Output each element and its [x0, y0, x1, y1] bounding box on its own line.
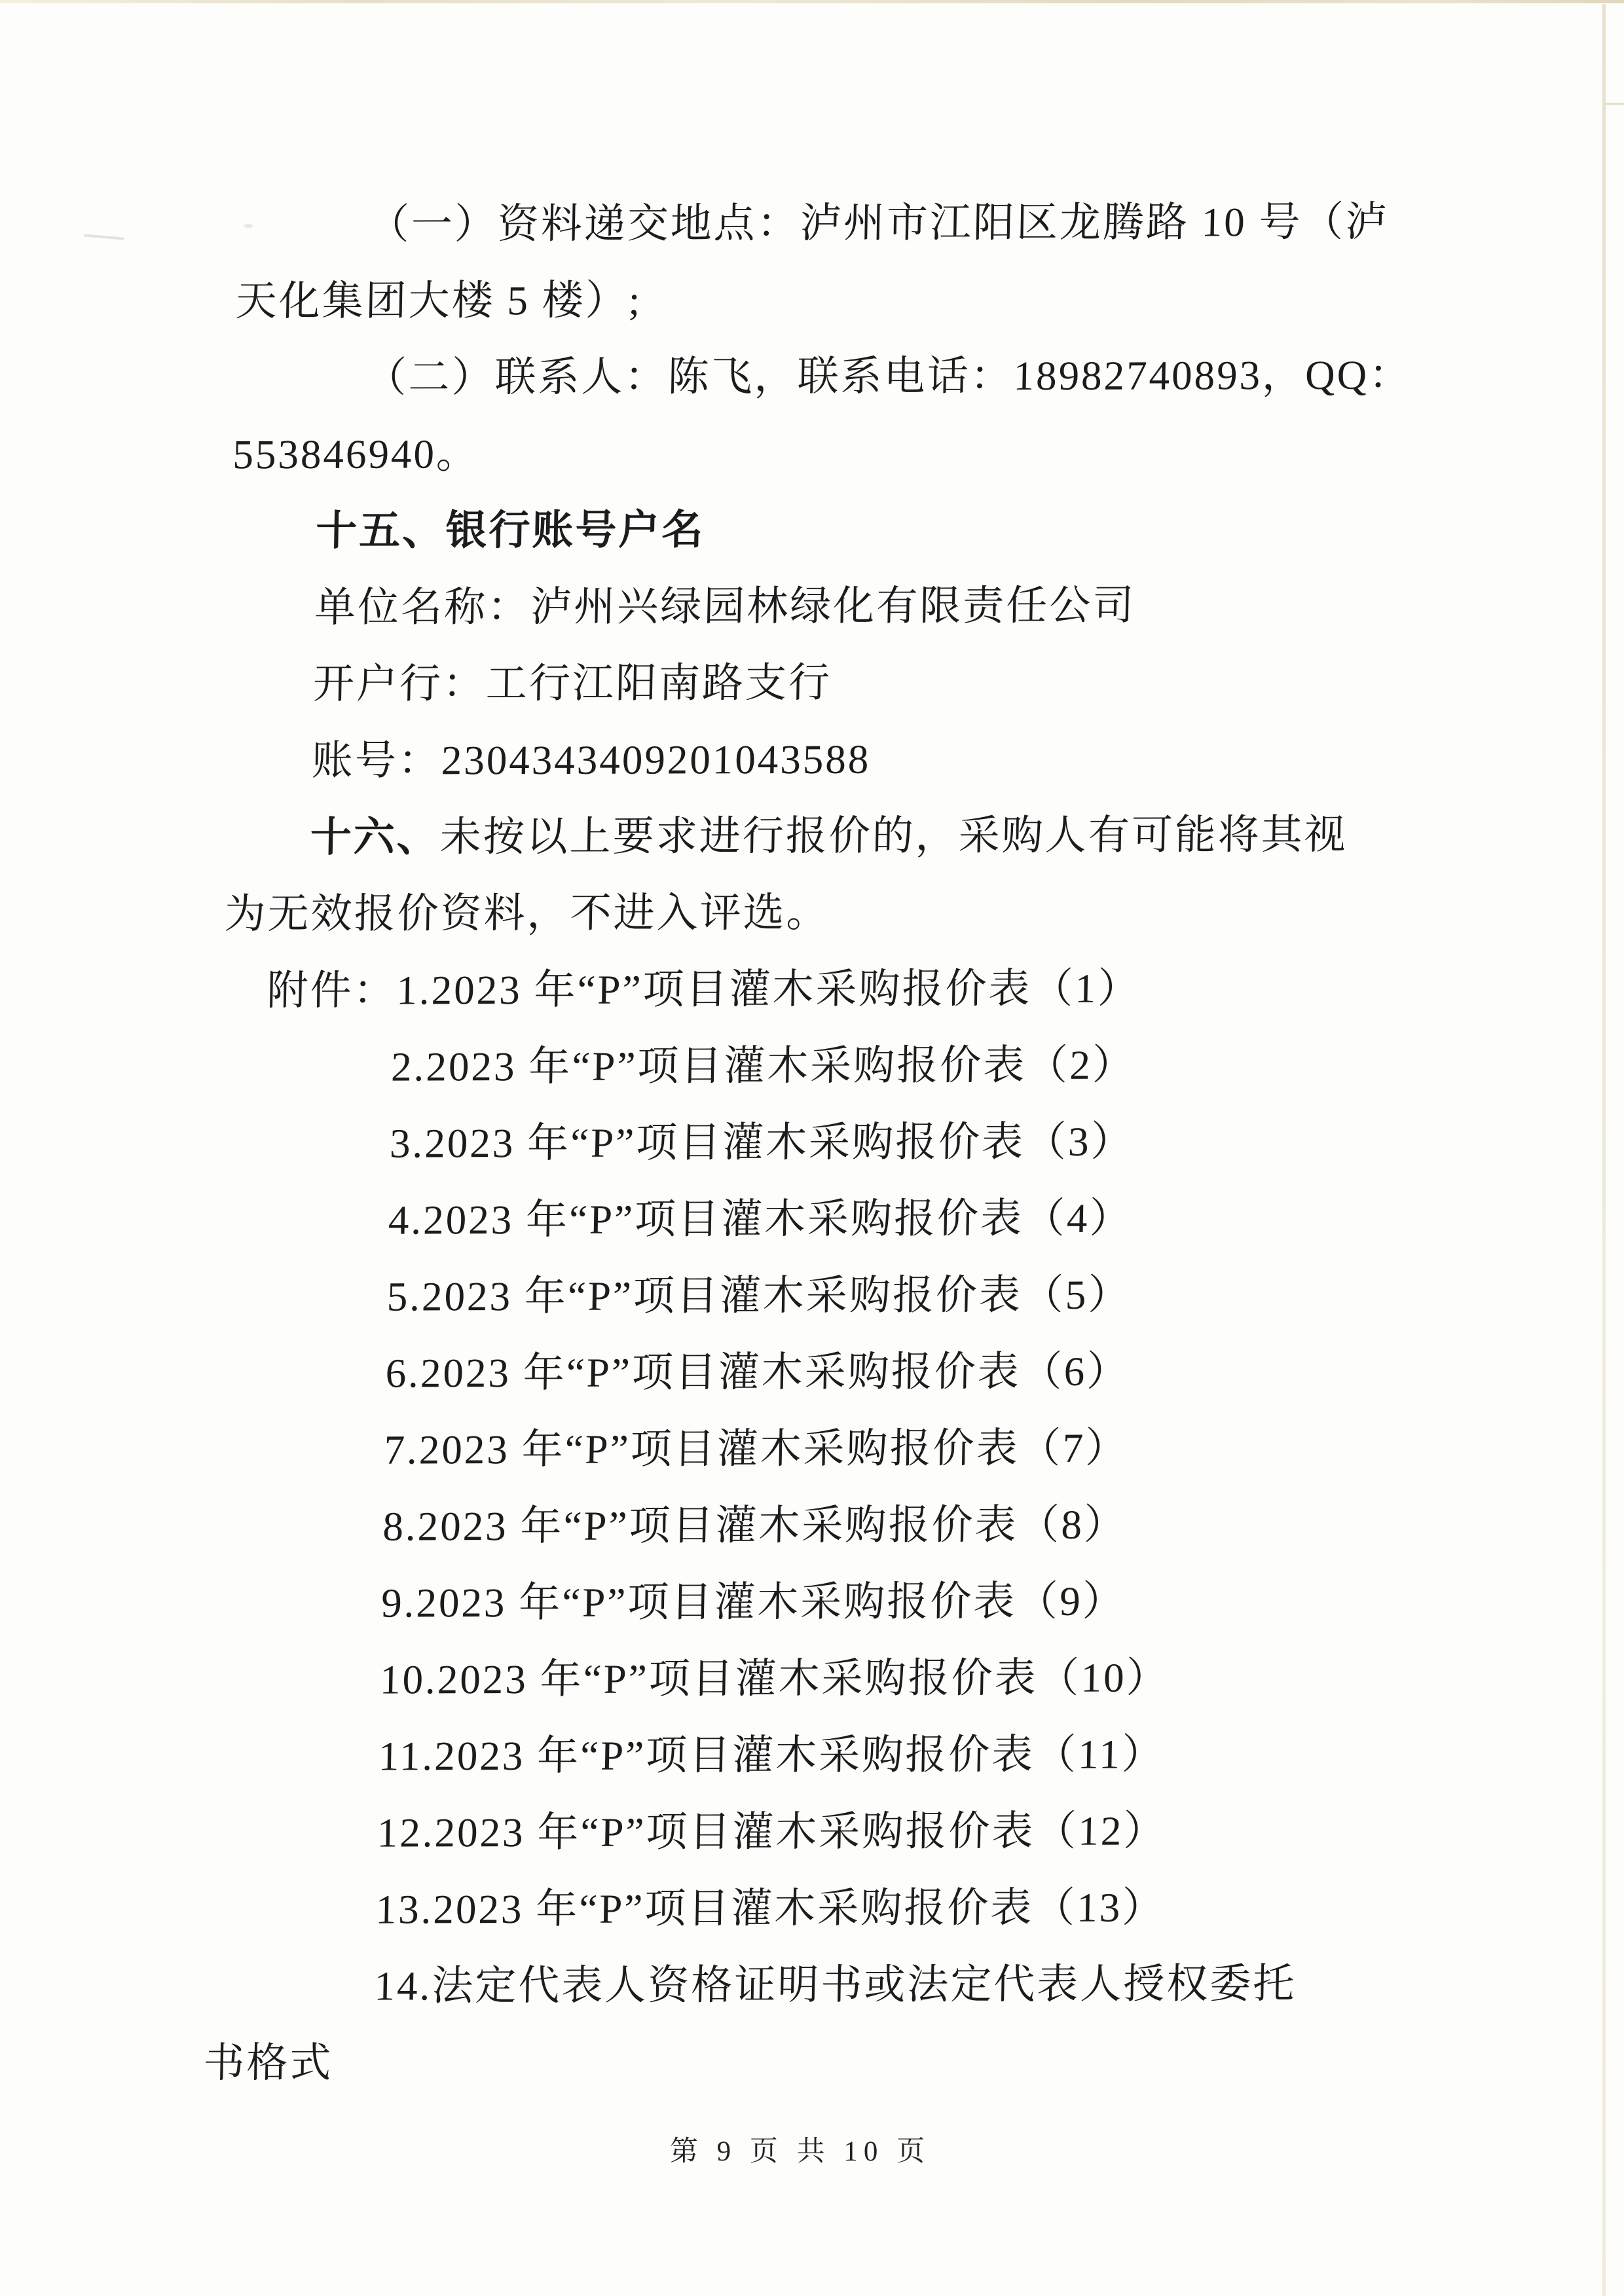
text-line — [0, 949, 1610, 1030]
page-footer: 第 9 页 共 10 页 — [669, 2136, 931, 2167]
text-run: 10.2023 年“P”项目灌木采购报价表（10） — [379, 1654, 1170, 1703]
text-run: （一）资料递交地点：泸州市江阳区龙腾路 10 号（泸 — [367, 198, 1390, 247]
text-line — [0, 1639, 1597, 1719]
text-line — [0, 566, 1617, 647]
text-run: 12.2023 年“P”项目灌木采购报价表（12） — [377, 1808, 1168, 1856]
text-run: 为无效报价资料，不进入评选。 — [223, 889, 830, 938]
text-run: （二）联系人：陈飞，联系电话：18982740893，QQ： — [364, 352, 1412, 401]
text-run: 8.2023 年“P”项目灌木采购报价表（8） — [382, 1501, 1128, 1550]
text-line — [0, 2022, 1591, 2102]
text-run: 书格式 — [202, 2039, 334, 2086]
text-run: 6.2023 年“P”项目灌木采购报价表（6） — [385, 1348, 1130, 1396]
text-run: 账号：2304343409201043588 — [311, 736, 872, 784]
text-line — [0, 720, 1614, 800]
text-run: 5.2023 年“P”项目灌木采购报价表（5） — [386, 1271, 1132, 1320]
text-line — [0, 1562, 1598, 1643]
text-run: 单位名称：泸州兴绿园林绿化有限责任公司 — [314, 582, 1136, 630]
text-line — [0, 1179, 1606, 1260]
text-line — [0, 1102, 1607, 1183]
text-run: 开户行：工行江阳南路支行 — [312, 659, 832, 707]
text-line — [0, 260, 1623, 340]
text-line — [0, 1026, 1608, 1106]
scan-edge-tick — [1604, 103, 1624, 105]
text-line — [0, 337, 1621, 417]
text-run-bold: 十五、银行账号户名 — [315, 507, 705, 554]
text-line — [0, 643, 1615, 723]
text-run: 4.2023 年“P”项目灌木采购报价表（4） — [388, 1195, 1134, 1243]
text-line — [0, 1715, 1596, 1796]
text-line — [0, 1868, 1593, 1949]
text-line — [0, 183, 1624, 264]
text-run: 553846940。 — [232, 431, 480, 478]
text-run: 2.2023 年“P”项目灌木采购报价表（2） — [390, 1042, 1136, 1090]
text-line — [0, 1792, 1595, 1872]
text-run: 未按以上要求进行报价的，采购人有可能将其视 — [439, 811, 1348, 860]
text-line — [0, 1945, 1592, 2026]
text-line — [0, 490, 1618, 570]
text-run: 14.法定代表人资格证明书或法定代表人授权委托 — [373, 1960, 1297, 2009]
text-line — [0, 796, 1613, 877]
text-line — [0, 1332, 1603, 1413]
document-body — [0, 183, 1624, 2102]
text-run: 7.2023 年“P”项目灌木采购报价表（7） — [383, 1425, 1129, 1473]
text-line — [0, 1256, 1604, 1336]
text-run-bold: 十六、 — [310, 814, 441, 860]
text-run: 天化集团大楼 5 楼）; — [235, 277, 642, 325]
text-run: 3.2023 年“P”项目灌木采购报价表（3） — [389, 1118, 1135, 1167]
text-run: 附件：1.2023 年“P”项目灌木采购报价表（1） — [266, 965, 1141, 1014]
text-run: 11.2023 年“P”项目灌木采购报价表（11） — [378, 1731, 1166, 1779]
scan-edge-top — [0, 0, 1624, 3]
text-line — [0, 413, 1620, 494]
text-run: 13.2023 年“P”项目灌木采购报价表（13） — [375, 1884, 1166, 1933]
text-run: 9.2023 年“P”项目灌木采购报价表（9） — [380, 1578, 1126, 1626]
text-line — [0, 1409, 1602, 1489]
text-line — [0, 873, 1612, 953]
text-line — [0, 1485, 1600, 1566]
